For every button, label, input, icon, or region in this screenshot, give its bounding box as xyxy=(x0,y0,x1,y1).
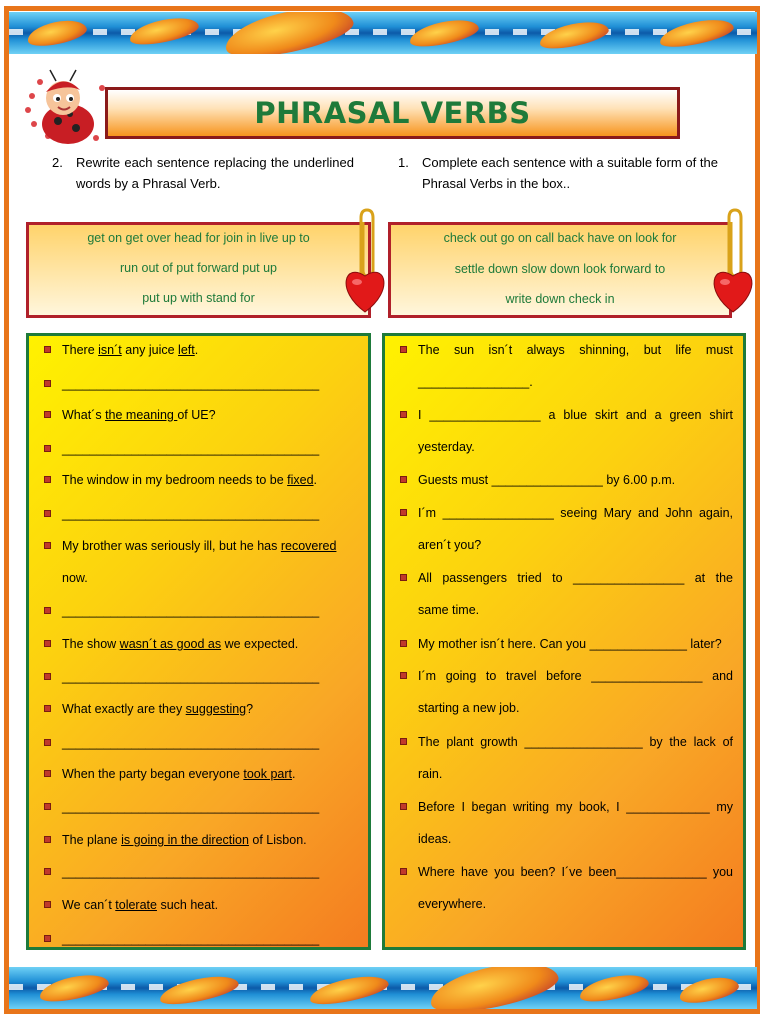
sentence-text-continued: same time. xyxy=(418,603,480,617)
sentence-text-continued: starting a new job. xyxy=(418,701,520,715)
answer-blank-line[interactable]: _____________________________________ xyxy=(62,865,320,879)
underlined-words: tolerate xyxy=(115,898,157,912)
bullet-icon xyxy=(44,803,51,810)
sentence-to-rewrite xyxy=(62,634,362,654)
sentence-to-rewrite xyxy=(62,699,362,719)
bullet-icon xyxy=(400,411,407,418)
underlined-words: wasn´t as good as xyxy=(119,637,222,651)
bullet-icon xyxy=(44,346,51,353)
bullet-icon xyxy=(44,673,51,680)
bullet-icon xyxy=(400,738,407,745)
fill-in-sentence xyxy=(418,797,733,849)
fill-in-sentence xyxy=(418,503,733,555)
sentence-text: I´m going to travel before ________________ and xyxy=(418,669,733,683)
answer-blank-line[interactable]: _____________________________________ xyxy=(62,932,320,946)
sentence-text: Where have you been? I´ve been_____________ you xyxy=(418,865,733,879)
instruction-left-text: Rewrite each sentence replacing the underlined words by a Phrasal Verb. xyxy=(76,155,354,191)
underlined-words: is going in the direction xyxy=(121,833,249,847)
sentence-text: What exactly are they suggesting? xyxy=(62,702,254,716)
word-box-left xyxy=(26,222,371,318)
word-box-right-row: check out go on call back have on look for xyxy=(443,231,677,245)
bullet-icon xyxy=(44,935,51,942)
underlined-words: fixed xyxy=(287,473,314,487)
sentence-to-rewrite xyxy=(62,536,362,588)
answer-blank-line[interactable]: _____________________________________ xyxy=(62,377,320,391)
sentence-text-continued: now. xyxy=(62,571,88,585)
bullet-icon xyxy=(44,901,51,908)
sentence-text: The plant growth _________________ by the lack of xyxy=(418,735,733,749)
sentence-text: We can´t tolerate such heat. xyxy=(62,898,219,912)
answer-blank-line[interactable]: _____________________________________ xyxy=(62,604,320,618)
word-box-left-row: get on get over head for join in live up to xyxy=(87,231,310,245)
instruction-right-number: 1. xyxy=(398,155,409,170)
title-box xyxy=(105,87,680,139)
bullet-icon xyxy=(44,868,51,875)
sentence-text-continued: aren´t you? xyxy=(418,538,482,552)
bullet-icon xyxy=(44,445,51,452)
bullet-icon xyxy=(400,509,407,516)
fill-in-sentence xyxy=(418,568,733,620)
sentence-text: I ________________ a blue skirt and a green shirt xyxy=(418,408,733,422)
fill-in-sentence xyxy=(418,470,733,490)
fill-in-sentence xyxy=(418,405,733,457)
underlined-words: the meaning xyxy=(105,408,178,422)
bottom-decorative-banner xyxy=(9,967,757,1009)
sentence-text: There isn´t any juice left. xyxy=(62,343,199,357)
answer-blank-line[interactable]: _____________________________________ xyxy=(62,800,320,814)
bullet-icon xyxy=(44,510,51,517)
sentence-text-continued: ideas. xyxy=(418,832,452,846)
sentence-text: My brother was seriously ill, but he has recovered xyxy=(62,539,337,553)
fill-in-sentence xyxy=(418,666,733,718)
sentence-text: When the party began everyone took part. xyxy=(62,767,296,781)
sentence-to-rewrite xyxy=(62,470,362,490)
sentence-to-rewrite xyxy=(62,830,362,850)
sentence-text: Before I began writing my book, I ____________ my xyxy=(418,800,733,814)
sentence-to-rewrite xyxy=(62,405,362,425)
fill-in-sentence xyxy=(418,340,733,392)
bullet-icon xyxy=(44,607,51,614)
word-box-right-row: write down check in xyxy=(505,292,615,306)
bullet-icon xyxy=(44,770,51,777)
sentence-to-rewrite xyxy=(62,764,362,784)
bullet-icon xyxy=(44,739,51,746)
bullet-icon xyxy=(44,705,51,712)
underlined-words: took part xyxy=(243,767,293,781)
sentence-text: Guests must ________________ by 6.00 p.m. xyxy=(418,473,676,487)
sentence-text: The sun isn´t always shinning, but life must xyxy=(418,343,733,357)
bullet-icon xyxy=(44,380,51,387)
sentence-text: The show wasn´t as good as we expected. xyxy=(62,637,299,651)
sentence-to-rewrite xyxy=(62,340,362,360)
top-decorative-banner xyxy=(9,12,757,54)
fill-in-sentence xyxy=(418,634,733,654)
sentence-text: The plane is going in the direction of Lisbon. xyxy=(62,833,307,847)
paperclip-heart-icon xyxy=(711,206,757,316)
sentence-to-rewrite xyxy=(62,895,362,915)
underlined-words: left xyxy=(178,343,195,357)
bullet-icon xyxy=(44,476,51,483)
bullet-icon xyxy=(400,476,407,483)
word-box-left-row: run out of put forward put up xyxy=(119,261,278,275)
fill-in-sentence xyxy=(418,862,733,914)
fill-in-sentence xyxy=(418,732,733,784)
bullet-icon xyxy=(44,836,51,843)
underlined-words: suggesting xyxy=(185,702,247,716)
sentence-text-continued: rain. xyxy=(418,767,443,781)
bullet-icon xyxy=(400,868,407,875)
bullet-icon xyxy=(400,640,407,647)
bullet-icon xyxy=(400,672,407,679)
bullet-icon xyxy=(44,542,51,549)
instruction-right-text: Complete each sentence with a suitable form of the Phrasal Verbs in the box.. xyxy=(422,155,718,191)
sentence-text-continued: yesterday. xyxy=(418,440,475,454)
bullet-icon xyxy=(44,640,51,647)
sentence-text-continued: everywhere. xyxy=(418,897,487,911)
sentence-text: What´s the meaning of UE? xyxy=(62,408,216,422)
word-box-right-row: settle down slow down look forward to xyxy=(454,262,666,276)
word-box-left-row: put up with stand for xyxy=(142,291,255,305)
bullet-icon xyxy=(400,346,407,353)
page-title: PHRASAL VERBS xyxy=(254,96,531,130)
bullet-icon xyxy=(400,803,407,810)
ladybug-mascot-icon xyxy=(18,66,118,150)
underlined-words: recovered xyxy=(280,539,337,553)
bullet-icon xyxy=(44,411,51,418)
underlined-words: isn´t xyxy=(98,343,122,357)
sentence-text-continued: ________________. xyxy=(418,375,533,389)
sentence-text: All passengers tried to ________________ at the xyxy=(418,571,733,585)
answer-blank-line[interactable]: _____________________________________ xyxy=(62,442,320,456)
bullet-icon xyxy=(400,574,407,581)
instruction-left xyxy=(52,152,354,196)
answer-blank-line[interactable]: _____________________________________ xyxy=(62,736,320,750)
word-box-right xyxy=(388,222,732,318)
answer-blank-line[interactable]: _____________________________________ xyxy=(62,670,320,684)
instruction-right xyxy=(398,152,718,196)
sentence-text: The window in my bedroom needs to be fixed. xyxy=(62,473,318,487)
instruction-left-number: 2. xyxy=(52,155,63,170)
answer-blank-line[interactable]: _____________________________________ xyxy=(62,507,320,521)
sentence-text: I´m ________________ seeing Mary and John again, xyxy=(418,506,733,520)
sentence-text: My mother isn´t here. Can you ______________ later? xyxy=(418,637,722,651)
paperclip-heart-icon xyxy=(343,206,389,316)
